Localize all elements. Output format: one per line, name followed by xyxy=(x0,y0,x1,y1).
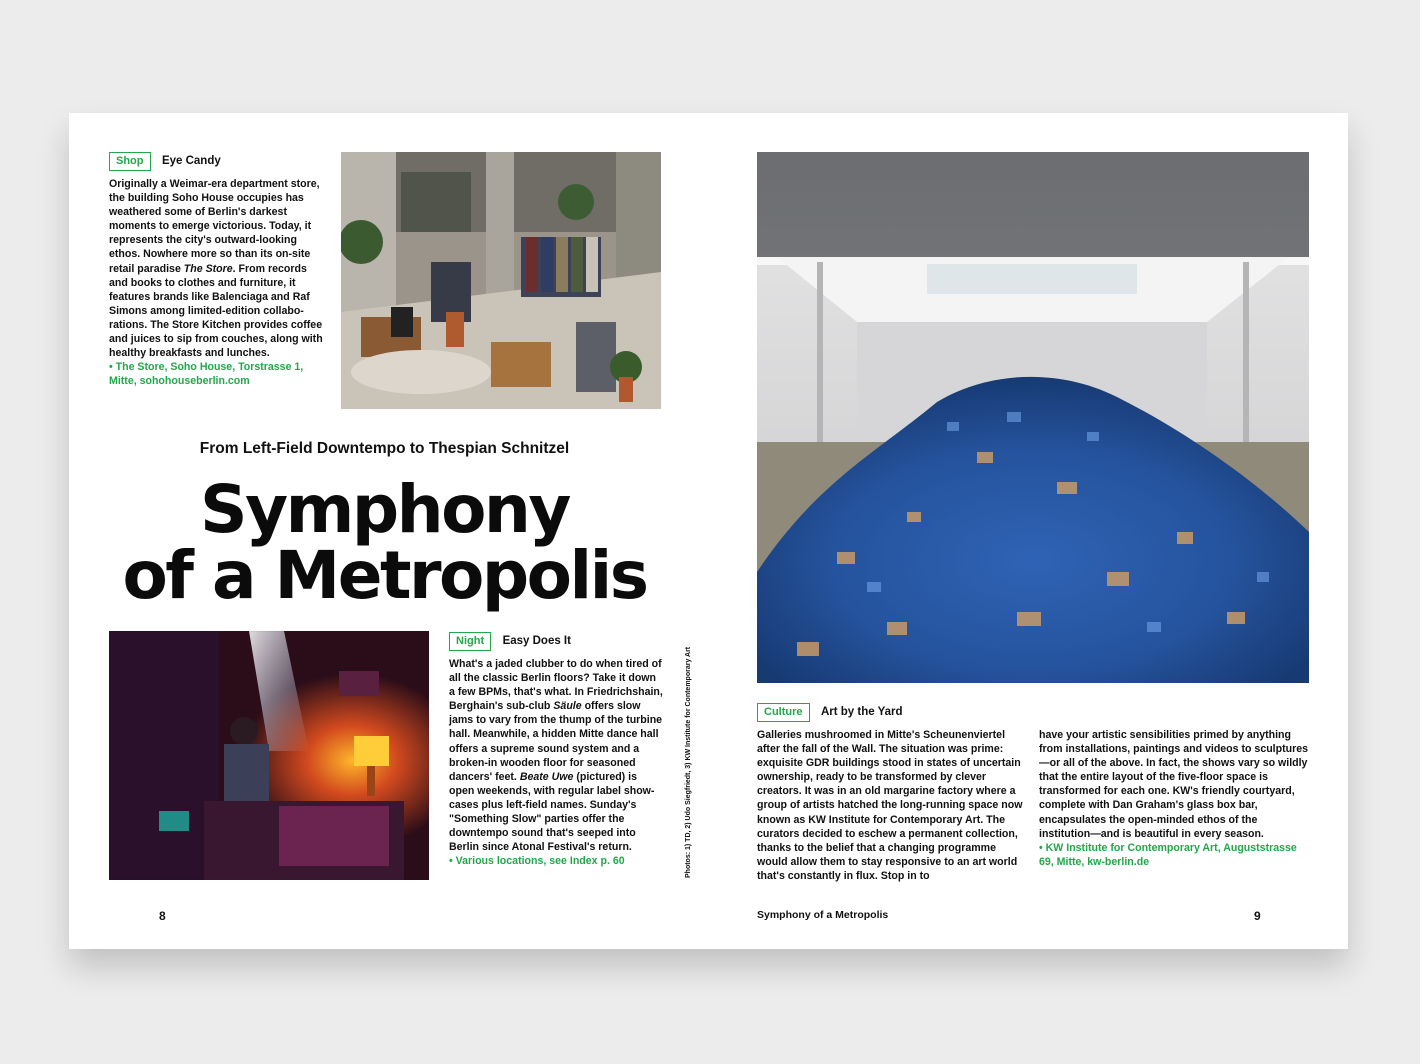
title-line-1: Symphony xyxy=(200,471,569,548)
headline-title xyxy=(99,471,670,614)
shop-article xyxy=(109,177,327,388)
night-tagline: Easy Does It xyxy=(502,635,571,647)
culture-address: • KW Institute for Contemporary Art, Auguststrasse 69, Mitte, kw-berlin.de xyxy=(1039,841,1297,868)
page-number-left: 8 xyxy=(159,909,166,923)
shop-tagline: Eye Candy xyxy=(161,155,221,167)
night-tag: Night xyxy=(449,632,491,651)
night-address: • Various locations, see Index p. 60 xyxy=(449,855,625,868)
magazine-spread xyxy=(69,113,1348,949)
culture-column-2 xyxy=(1039,728,1309,869)
page-number-right: 9 xyxy=(1254,909,1261,923)
running-footer-title: Symphony of a Metropolis xyxy=(757,909,889,921)
gallery-installation-photo xyxy=(757,152,1309,683)
shop-header xyxy=(109,151,221,171)
store-photo xyxy=(341,152,661,409)
culture-tagline: Art by the Yard xyxy=(820,706,903,718)
headline-subtitle: From Left-Field Downtempo to Thespian Schnitzel xyxy=(199,440,570,457)
night-header xyxy=(449,631,571,651)
culture-column-1 xyxy=(757,728,1027,883)
night-body: What's a jaded clubber to do when tired of all the classic Berlin floors? Take it down a few BPMs, that's what. In Friedrichshain, Berghain's sub-club Säule offers slow jams to vary from the thump of the turbine hall. Meanwhile, a hidden Mitte dance hall offers a supreme sound system and a broken-in wooden floor for seasoned dancers' feet. Beate Uwe (pictured) is open weekends, with regular label showcases plus left-field names. Sunday's "Something Slow" parties offer the downtempo sound that's seeped into Berlin since Atonal Festival's return. xyxy=(449,658,663,854)
shop-tag: Shop xyxy=(109,152,151,171)
culture-body-1: Galleries mushroomed in Mitte's Scheunenviertel after the fall of the Wall. The situation was prime: exquisite GDR buildings stood in states of uncertain ownership, ready to be transformed by clever creators. It was in an old margarine factory where a group of artists hatched the long-running space now known as KW Institute for Contemporary Art. The curators decided to eschew a permanent collection, thanks to the belief that a changing programme would allow them to stay responsive to an art world that's constantly in flux. Stop in to xyxy=(757,729,1023,882)
culture-body-2: have your artistic sensibilities primed by anything from installations, paintings and videos to sculptures—or all of the above. In fact, the shows vary so wildly that the entire layout of the five-floor space is transformed for each one. KW's friendly courtyard, complete with Dan Graham's glass box bar, encapsulates the open-minded ethos of the institution—and is beautiful in every season. xyxy=(1039,729,1309,840)
shop-body: Originally a Weimar-era department store, the building Soho House occupies has weathered some of Berlin's darkest moments to emerge victorious. Today, it represents the city's outward-looking ethos. Nowhere more so than its on-site retail paradise The Store. From records and books to clothes and furniture, it features brands like Balenciaga and Raf Simons among limited-edition collaborations. The Store Kitchen provides coffee and juices to sip from couches, along with healthy breakfasts and lunches. xyxy=(109,178,323,360)
club-photo xyxy=(109,631,429,880)
culture-tag: Culture xyxy=(757,703,810,722)
night-article xyxy=(449,657,663,868)
title-line-2: of a Metropolis xyxy=(122,537,647,614)
culture-header xyxy=(757,702,903,722)
photo-credit: Photos: 1) TD, 2) Udo Siegfriedt, 3) KW Institute for Contemporary Art xyxy=(685,646,692,878)
shop-address: • The Store, Soho House, Torstrasse 1, Mitte, sohohouseberlin.com xyxy=(109,361,304,388)
